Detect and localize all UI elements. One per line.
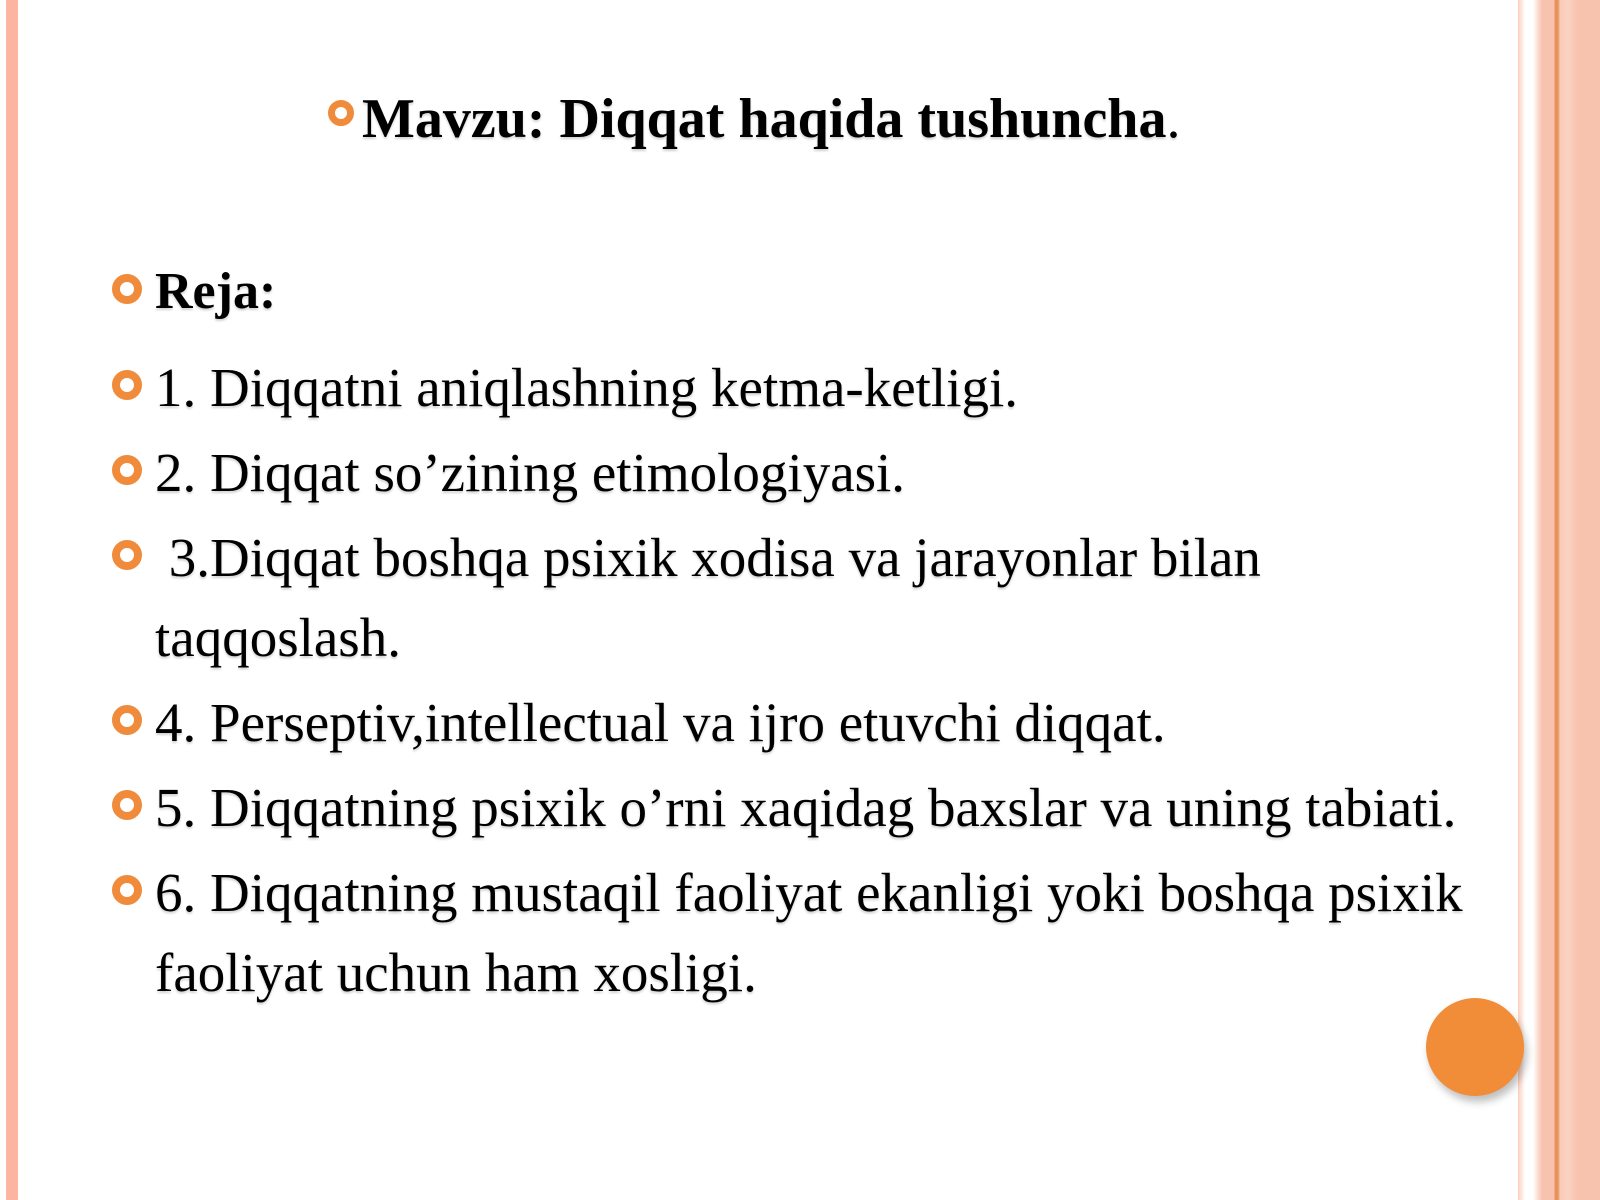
list-item-text: 6. Diqqatning mustaqil faoliyat ekanligi yoki boshqa psixik faoliyat uchun ham xosligi. xyxy=(155,862,1477,1003)
bullet-ring-icon xyxy=(112,370,142,400)
list-item-text: 5. Diqqatning psixik o’rni xaqidag baxslar va uning tabiati. xyxy=(155,777,1457,838)
list-item xyxy=(110,518,1508,678)
bullet-ring-icon xyxy=(112,705,142,735)
bullet-ring-icon xyxy=(112,540,142,570)
list-item-text: 2. Diqqat so’zining etimologiyasi. xyxy=(155,442,906,503)
plan-list xyxy=(110,348,1508,1013)
bullet-ring-icon xyxy=(112,455,142,485)
decorative-circle xyxy=(1426,998,1524,1096)
bullet-ring-icon xyxy=(112,274,142,304)
list-item-text: 4. Perseptiv,intellectual va ijro etuvchi diqqat. xyxy=(155,692,1166,753)
list-item-text: 1. Diqqatni aniqlashning ketma-ketligi. xyxy=(155,357,1019,418)
list-item xyxy=(110,348,1508,428)
list-item xyxy=(110,433,1508,513)
list-item-text: 3.Diqqat boshqa psixik xodisa va jarayonlar bilan taqqoslash. xyxy=(155,527,1275,668)
plan-heading: Reja: xyxy=(155,263,277,320)
list-item xyxy=(110,768,1508,848)
slide-body xyxy=(110,252,1508,1018)
bullet-ring-icon xyxy=(328,100,354,126)
right-border-band xyxy=(1518,0,1600,1200)
bullet-ring-icon xyxy=(112,790,142,820)
plan-heading-row xyxy=(110,252,1508,344)
slide-title-row xyxy=(328,84,1180,154)
bullet-ring-icon xyxy=(112,875,142,905)
list-item xyxy=(110,853,1508,1013)
title-period: . xyxy=(1166,88,1181,150)
title-text: Mavzu: Diqqat haqida tushuncha xyxy=(362,88,1167,150)
page-title xyxy=(362,84,1180,154)
left-border-stripe xyxy=(6,0,18,1200)
list-item xyxy=(110,683,1508,763)
